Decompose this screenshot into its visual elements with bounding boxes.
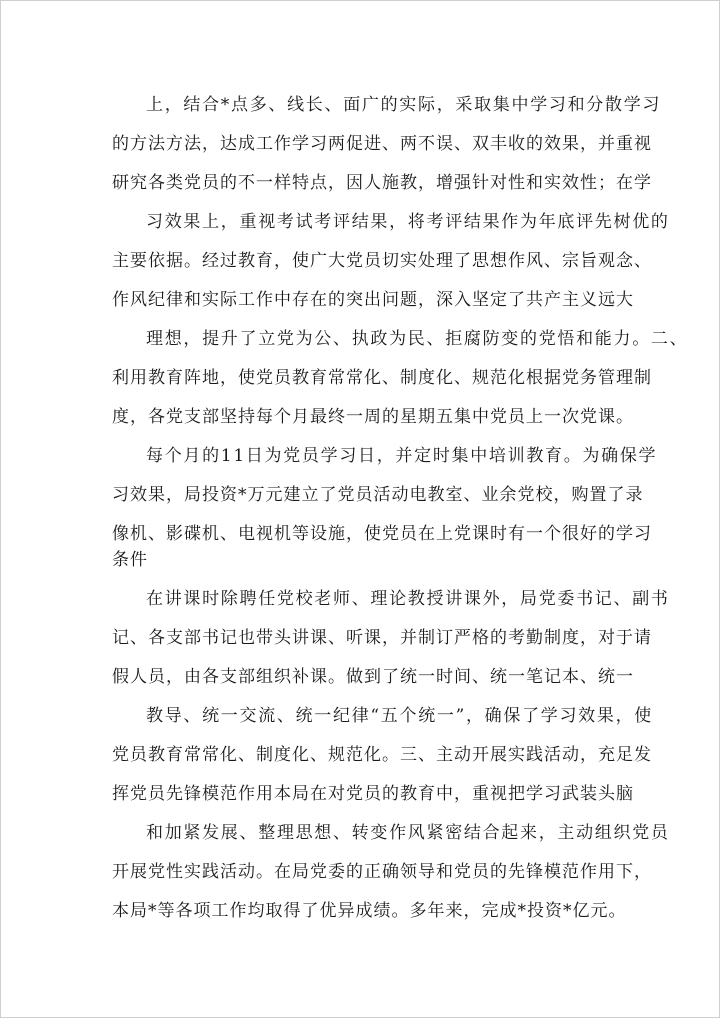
text-line: 在讲课时除聘任党校老师、理论教授讲课外，局党委书记、副书	[146, 589, 670, 609]
text-line: 本局*等各项工作均取得了优异成绩。多年来，完成*投资*亿元。	[112, 901, 627, 921]
text-line: 和加紧发展、整理思想、转变作风紧密结合起来，主动组织党员	[146, 823, 670, 843]
text-line: 的方法方法，达成工作学习两促进、两不误、双丰收的效果，并重视	[112, 134, 652, 154]
text-line: 上，结合*点多、线长、面广的实际，采取集中学习和分散学习	[146, 95, 662, 115]
text-line: 教导、统一交流、统一纪律“五个统一”，确保了学习效果，使	[146, 706, 653, 726]
text-line: 理想，提升了立党为公、执政为民、拒腐防变的党悟和能力。二、	[146, 329, 689, 349]
text-line: 主要依据。经过教育，使广大党员切实处理了思想作风、宗旨观念、	[112, 251, 652, 271]
text-line: 条件	[112, 550, 148, 570]
text-line: 挥党员先锋模范作用本局在对党员的教育中，重视把学习武装头脑	[112, 784, 634, 804]
text-line: 像机、影碟机、电视机等设施，使党员在上党课时有一个很好的学习	[112, 524, 652, 544]
text-line: 利用教育阵地，使党员教育常常化、制度化、规范化根据党务管理制	[112, 368, 652, 388]
text-line: 开展党性实践活动。在局党委的正确领导和党员的先锋模范作用下，	[112, 862, 652, 882]
text-line: 研究各类党员的不一样特点，因人施教，增强针对性和实效性；在学	[112, 173, 652, 193]
text-line: 党员教育常常化、制度化、规范化。三、主动开展实践活动，充足发	[112, 745, 652, 765]
text-line: 记、各支部书记也带头讲课、听课，并制订严格的考勤制度，对于请	[112, 628, 652, 648]
text-line: 作风纪律和实际工作中存在的突出问题，深入坚定了共产主义远大	[112, 290, 634, 310]
text-line: 习效果上，重视考试考评结果，将考评结果作为年底评先树优的	[146, 212, 670, 232]
text-line: 每个月的11日为党员学习日，并定时集中培训教育。为确保学	[146, 446, 658, 466]
text-line: 度，各党支部坚持每个月最终一周的星期五集中党员上一次党课。	[112, 407, 634, 427]
text-line: 习效果，局投资*万元建立了党员活动电教室、业余党校，购置了录	[112, 485, 644, 505]
text-line: 假人员，由各支部组织补课。做到了统一时间、统一笔记本、统一	[112, 667, 634, 687]
